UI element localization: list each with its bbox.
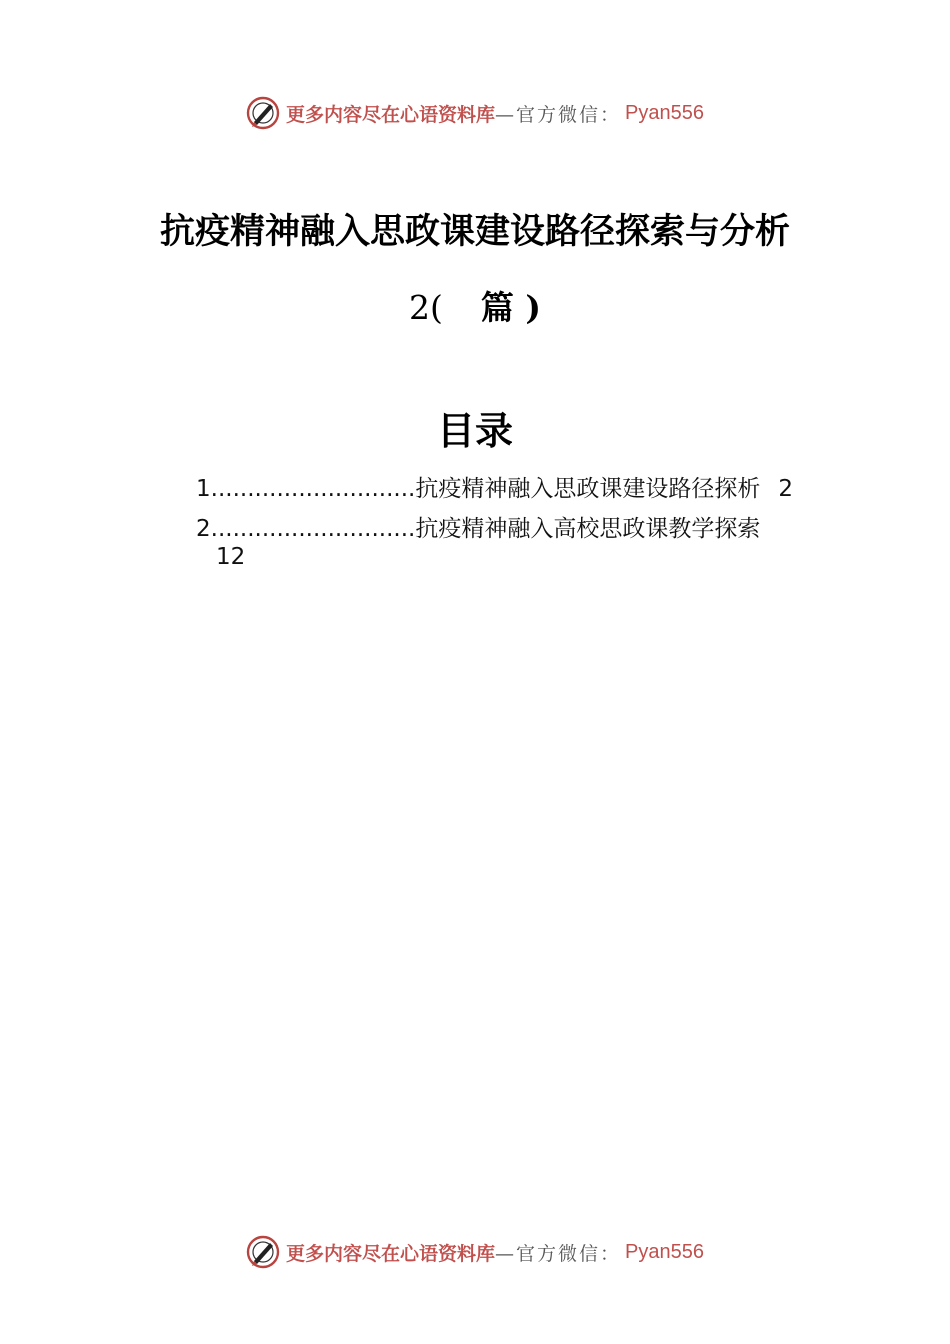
- toc-entry-2[interactable]: [196, 514, 856, 544]
- header-banner: [0, 93, 950, 133]
- toc-leader-dots: ............................: [210, 516, 416, 542]
- toc-entry-number: 2: [196, 516, 211, 542]
- footer-banner: [0, 1232, 950, 1272]
- banner-brand-text: 更多内容尽在心语资料库: [286, 1242, 496, 1265]
- toc-entry-number: 1: [196, 476, 211, 502]
- pen-seal-logo-icon: [246, 96, 280, 130]
- document-title: 抗疫精神融入思政课建设路径探索与分析: [159, 211, 790, 252]
- banner-wechat-id: Pyan556: [625, 1240, 704, 1263]
- document-subtitle: [0, 282, 950, 329]
- subtitle-word: 篇 ): [480, 288, 541, 327]
- toc-leader-dots: ............................: [210, 476, 416, 502]
- toc-entry-1[interactable]: [196, 474, 856, 504]
- table-of-contents: [196, 474, 856, 572]
- toc-entry-title: 抗疫精神融入思政课建设路径探析: [415, 476, 761, 502]
- toc-heading: 目录: [436, 408, 513, 453]
- banner-wechat-label: —官方微信：: [495, 103, 622, 126]
- pen-seal-logo-icon: [246, 1235, 280, 1269]
- banner-wechat-label: —官方微信：: [495, 1242, 622, 1265]
- banner-wechat-id: Pyan556: [625, 101, 704, 124]
- toc-entry-page: 12: [216, 544, 246, 570]
- toc-entry-page: 2: [778, 476, 793, 502]
- toc-entry-title: 抗疫精神融入高校思政课教学探索: [415, 516, 761, 542]
- banner-brand-text: 更多内容尽在心语资料库: [286, 103, 496, 126]
- subtitle-count: 2(: [409, 288, 443, 327]
